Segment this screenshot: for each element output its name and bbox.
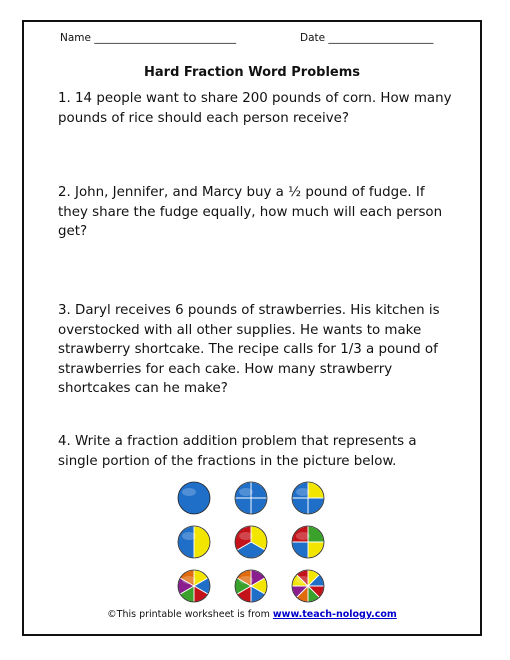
pie-highlight [296, 532, 310, 540]
pie-highlight [239, 532, 253, 540]
fraction-pies-figure [176, 480, 336, 604]
problem-2: 2. John, Jennifer, and Marcy buy a ½ pound of fudge. If they share the fudge equally, how much will each person get? [58, 185, 443, 239]
fraction-pie-5 [233, 524, 269, 560]
problem-1: 1. 14 people want to share 200 pounds of corn. How many pounds of rice should each person receive? [58, 91, 452, 126]
pie-highlight [182, 532, 196, 540]
fraction-pie-2 [233, 480, 269, 516]
date-field [300, 32, 433, 44]
fraction-pie-9 [290, 568, 326, 604]
pie-highlight [182, 488, 196, 496]
pie-highlight [182, 576, 196, 584]
pie-slice [194, 526, 210, 558]
fraction-pie-1 [176, 480, 212, 516]
fraction-pie-3 [290, 480, 326, 516]
fraction-pie-7 [176, 568, 212, 604]
date-label: Date ____________________ [300, 32, 434, 44]
name-label: Name ___________________________ [60, 32, 237, 44]
name-field [60, 32, 236, 44]
pie-slice [178, 526, 194, 558]
pie-highlight [296, 488, 310, 496]
problem-4: 4. Write a fraction addition problem that represents a single portion of the fractions in the picture below. [58, 434, 417, 469]
fraction-pie-6 [290, 524, 326, 560]
fraction-pie-8 [233, 568, 269, 604]
pie-highlight [239, 488, 253, 496]
fraction-pie-4 [176, 524, 212, 560]
footer-link[interactable]: www.teach-nology.com [272, 609, 397, 620]
pie-slice [178, 482, 210, 514]
page-title: Hard Fraction Word Problems [144, 65, 360, 80]
problem-3: 3. Daryl receives 6 pounds of strawberries. His kitchen is overstocked with all other supplies. He wants to make strawberry shortcake. The recipe calls for 1/3 a pound of strawberries for each cake. How many strawberry shortcakes can he make? [58, 303, 440, 396]
pie-highlight [296, 576, 310, 584]
worksheet [22, 20, 482, 636]
footer [24, 609, 480, 620]
pie-highlight [239, 576, 253, 584]
footer-text: ©This printable worksheet is from [107, 609, 273, 620]
